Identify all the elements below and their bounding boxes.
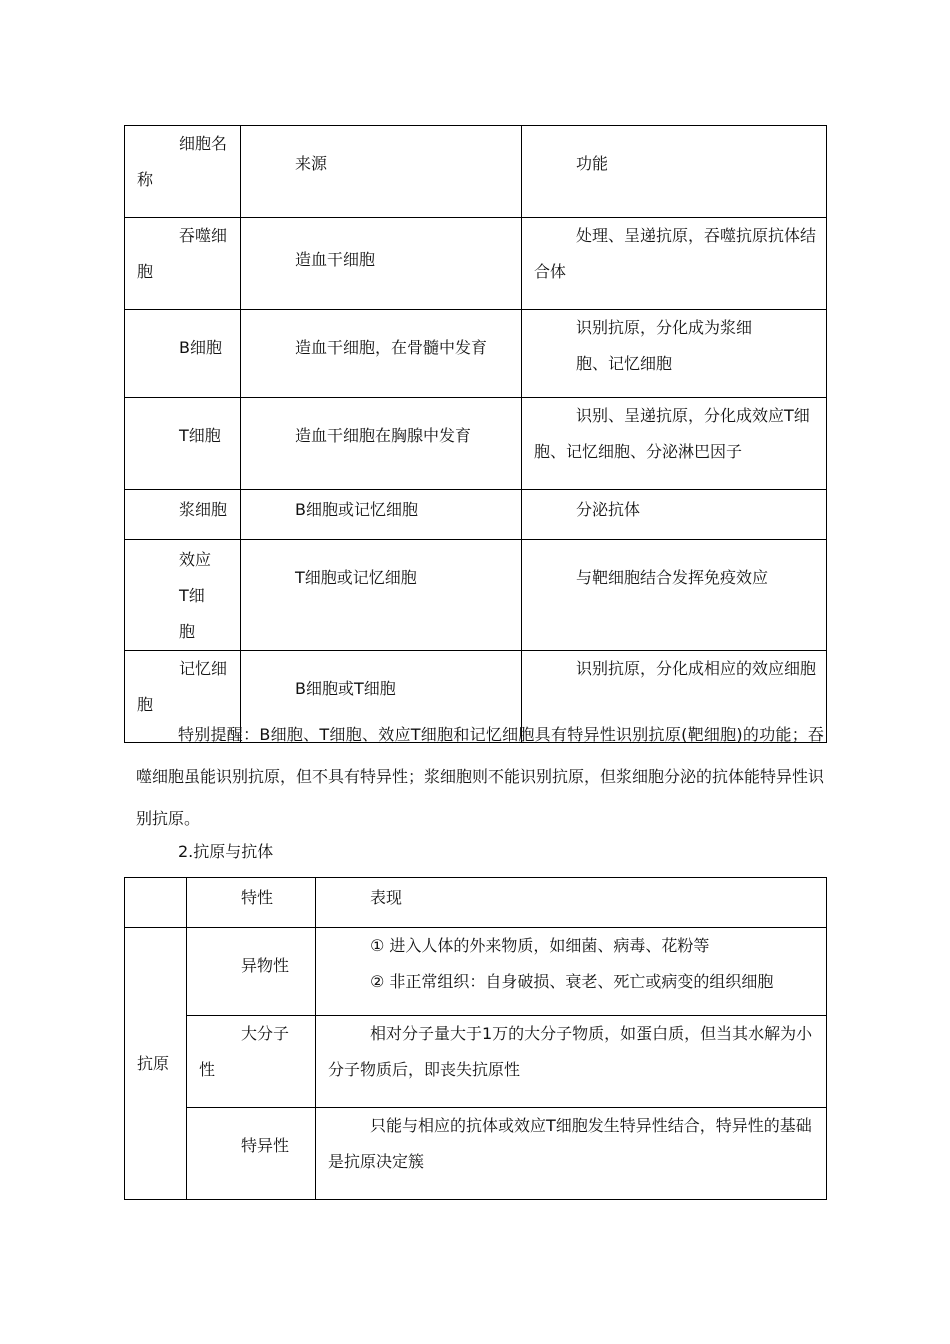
cell-name: B细胞 [125, 310, 241, 398]
antigen-group-label: 抗原 [125, 928, 187, 1200]
cell-function: 分泌抗体 [522, 490, 827, 540]
header-cell-function: 功能 [522, 126, 827, 218]
header-cell-source: 来源 [241, 126, 522, 218]
section-heading-antigen-antibody: 2.抗原与抗体 [178, 842, 274, 861]
cell-function: 识别抗原，分化成相应的效应细胞 [522, 651, 827, 743]
cell-source: B细胞或T细胞 [241, 651, 522, 743]
cell-function: 识别、呈递抗原，分化成效应T细胞、记忆细胞、分泌淋巴因子 [522, 398, 827, 490]
cell-source: 造血干细胞 [241, 218, 522, 310]
table-header-row [125, 878, 827, 928]
cell-source: 造血干细胞在胸腺中发育 [241, 398, 522, 490]
cell-function: 识别抗原，分化成为浆细胞、记忆细胞 [522, 310, 827, 398]
cell-name: T细胞 [125, 398, 241, 490]
table-row [125, 1108, 827, 1200]
table-row [125, 218, 827, 310]
header-cell-manifestation: 表现 [316, 878, 827, 928]
special-reminder-note: 特别提醒：B细胞、T细胞、效应T细胞和记忆细胞具有特异性识别抗原(靶细胞)的功能；吞噬细胞虽能识别抗原，但不具有特异性；浆细胞则不能识别抗原，但浆细胞分泌的抗体能特异性识别抗原。 [136, 725, 825, 828]
cell-property: 异物性 [187, 928, 316, 1016]
point-item: ② 非正常组织：自身破损、衰老、死亡或病变的组织细胞 [370, 972, 774, 991]
table-row [125, 540, 827, 651]
cell-manifestation: 只能与相应的抗体或效应T细胞发生特异性结合，特异性的基础是抗原决定簇 [316, 1108, 827, 1200]
cell-source: 造血干细胞，在骨髓中发育 [241, 310, 522, 398]
table-row [125, 490, 827, 540]
header-cell-name: 细胞名称 [125, 126, 241, 218]
table-row [125, 310, 827, 398]
point-item: ① 进入人体的外来物质，如细菌、病毒、花粉等 [370, 936, 710, 955]
cell-manifestation: 相对分子量大于1万的大分子物质，如蛋白质，但当其水解为小分子物质后，即丧失抗原性 [316, 1016, 827, 1108]
cell-source: B细胞或记忆细胞 [241, 490, 522, 540]
cell-property: 特异性 [187, 1108, 316, 1200]
table-row [125, 1016, 827, 1108]
cell-property: 大分子性 [187, 1016, 316, 1108]
cell-function: 与靶细胞结合发挥免疫效应 [522, 540, 827, 651]
table-header-row [125, 126, 827, 218]
cell-name: 记忆细胞 [125, 651, 241, 743]
header-cell-empty [125, 878, 187, 928]
cell-source: T细胞或记忆细胞 [241, 540, 522, 651]
table-row [125, 928, 827, 1016]
table-row [125, 398, 827, 490]
header-cell-property: 特性 [187, 878, 316, 928]
cell-name: 浆细胞 [125, 490, 241, 540]
cell-manifestation [316, 928, 827, 1016]
immune-cells-table [124, 125, 827, 743]
cell-name: 吞噬细胞 [125, 218, 241, 310]
antigen-table [124, 877, 827, 1200]
cell-function: 处理、呈递抗原，吞噬抗原抗体结合体 [522, 218, 827, 310]
cell-name: 效应T细胞 [125, 540, 241, 651]
